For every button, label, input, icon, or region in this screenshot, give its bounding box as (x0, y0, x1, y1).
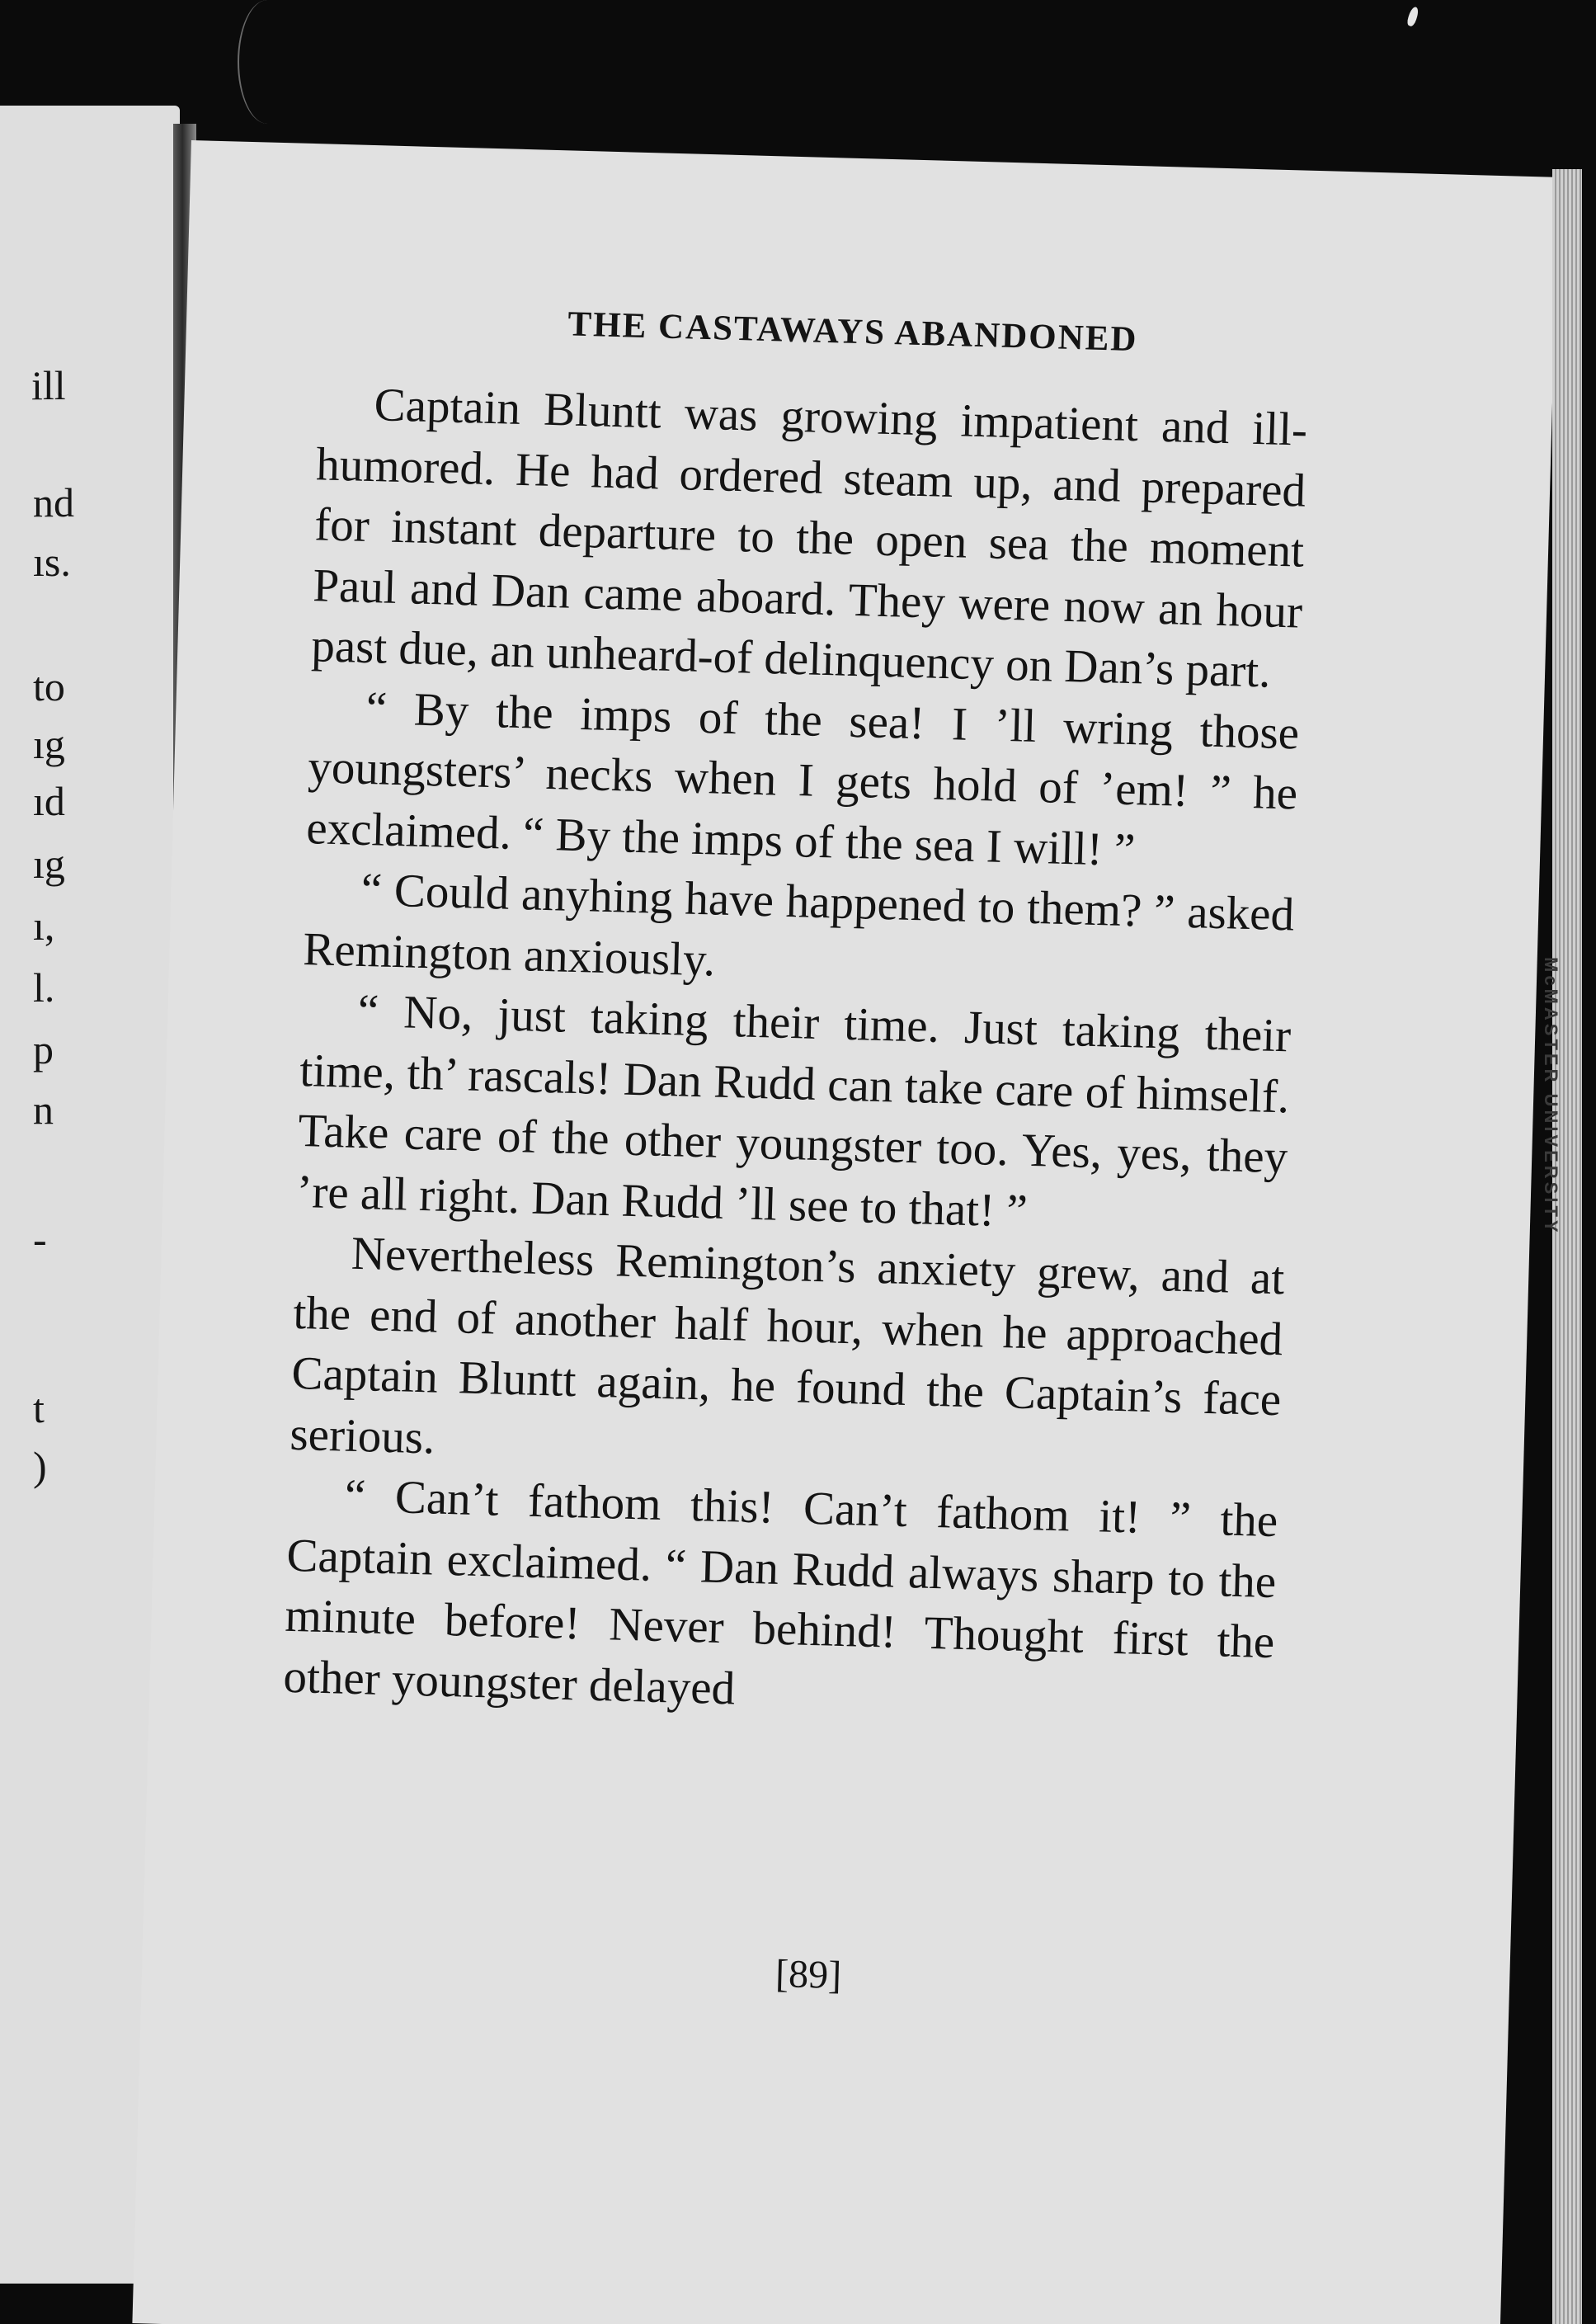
paragraph: Captain Bluntt was growing impatient and ill-humored. He had ordered steam up, and prepared for instant departure to the open sea the moment Paul and Dan came aboard. They were now an hour past due, an unheard-of delinquency on Dan’s part. (310, 379, 1308, 698)
paragraph: “ Could anyhing have happened to them? ” asked Remington anxiously. (302, 863, 1295, 987)
left-page-fragment: ) (33, 1443, 47, 1489)
left-page-fragment: to (33, 663, 65, 709)
page-number: [89] (774, 1951, 842, 1998)
left-page-fragment: - (33, 1216, 47, 1262)
left-page-fragment: l. (33, 964, 55, 1011)
stray-thread-mark (238, 0, 297, 124)
paragraph: “ No, just taking their time. Just taking their time, th’ rascals! Dan Rudd can take care of himself. Take care of the other youngster too. Yes, yes, they ’re all right. Dan Rudd ’ll see to that! ” (295, 984, 1292, 1237)
running-head: THE CASTAWAYS ABANDONED (567, 304, 1139, 360)
left-page-fragment: n (33, 1087, 54, 1133)
paragraph: “ Can’t fathom this! Can’t fathom it! ” the Captain exclaimed. “ Dan Rudd always sharp to the minute before! Never behind! Thought first the other youngster delayed (282, 1469, 1279, 1715)
library-stamp: McMASTER UNIVERSITY (1541, 957, 1561, 1236)
left-page-fragment: nd (33, 479, 74, 526)
left-page-fragment: p (33, 1026, 54, 1072)
left-page-fragment: ıg (33, 841, 65, 887)
right-page (132, 140, 1558, 2324)
ink-speck (1406, 6, 1420, 27)
left-page-fragment: t (33, 1385, 45, 1431)
left-page-fragment: ıg (33, 721, 65, 767)
page-body (283, 373, 1308, 1733)
paragraph: “ By the imps of the sea! I ’ll wring those youngsters’ necks when I gets hold of ’em! ” he exclaimed. “ By the imps of the sea I will! ” (305, 681, 1300, 876)
left-page-fragment: ı, (33, 903, 55, 949)
left-page-fragment: ıs. (33, 539, 71, 585)
left-page-fragment: ill (31, 362, 66, 408)
page-stack-edge (1552, 169, 1582, 2324)
left-page-fragment: ıd (33, 778, 65, 824)
paragraph: Nevertheless Remington’s anxiety grew, and at the end of another half hour, when he approached Captain Bluntt again, he found the Captain’s face serious. (289, 1227, 1286, 1464)
